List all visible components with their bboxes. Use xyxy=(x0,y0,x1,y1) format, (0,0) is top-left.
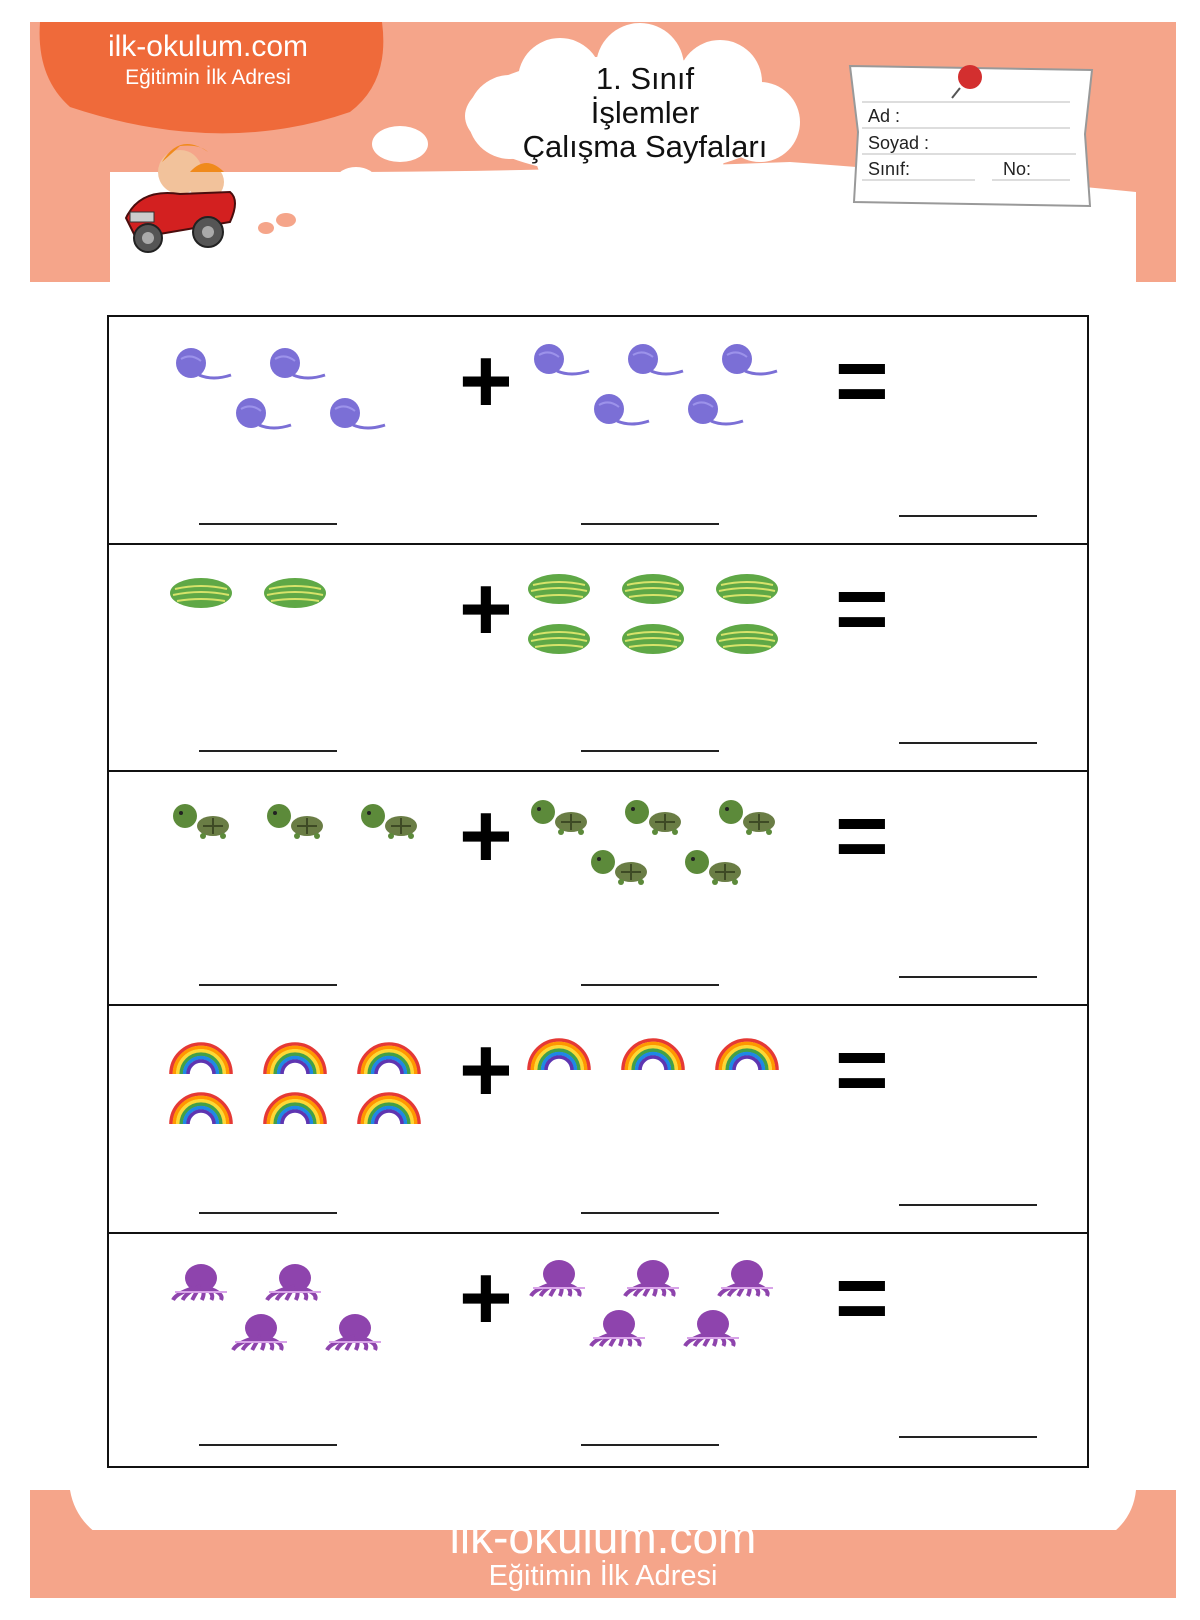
logo-site-name: ilk-okulum.com xyxy=(107,30,309,63)
rainbow-icon xyxy=(169,1084,233,1129)
rainbow-icon xyxy=(169,1034,233,1079)
problem-row xyxy=(109,772,1087,1006)
sum-answer-line[interactable] xyxy=(899,515,1037,517)
rainbow-icon xyxy=(263,1034,327,1079)
equals-sign: = xyxy=(835,558,889,660)
sum-answer-line[interactable] xyxy=(899,1204,1037,1206)
right-count-answer-line[interactable] xyxy=(581,1444,719,1446)
plus-sign: + xyxy=(459,558,513,660)
octopus-icon xyxy=(621,1258,685,1303)
watermelon-icon xyxy=(527,569,591,614)
left-count-answer-line[interactable] xyxy=(199,523,337,525)
turtle-icon xyxy=(169,800,233,845)
yarn-ball-icon xyxy=(587,391,651,436)
plus-sign: + xyxy=(459,785,513,887)
class-label: Sınıf: xyxy=(868,159,911,179)
turtle-icon xyxy=(681,846,745,891)
name-label: Ad : xyxy=(868,106,901,126)
right-count-answer-line[interactable] xyxy=(581,1212,719,1214)
octopus-icon xyxy=(681,1308,745,1353)
turtle-icon xyxy=(263,800,327,845)
left-count-answer-line[interactable] xyxy=(199,984,337,986)
turtle-icon xyxy=(357,800,421,845)
sum-answer-line[interactable] xyxy=(899,976,1037,978)
yarn-ball-icon xyxy=(621,341,685,386)
watermelon-icon xyxy=(715,569,779,614)
octopus-icon xyxy=(169,1262,233,1307)
page-footer xyxy=(30,1490,1176,1598)
octopus-icon xyxy=(527,1258,591,1303)
watermelon-icon xyxy=(621,619,685,664)
rainbow-icon xyxy=(263,1084,327,1129)
watermelon-icon xyxy=(169,573,233,618)
turtle-icon xyxy=(587,846,651,891)
yarn-ball-icon xyxy=(715,341,779,386)
yarn-ball-icon xyxy=(169,345,233,390)
octopus-icon xyxy=(715,1258,779,1303)
turtle-icon xyxy=(527,796,591,841)
left-count-answer-line[interactable] xyxy=(199,750,337,752)
equals-sign: = xyxy=(835,1247,889,1349)
problem-row xyxy=(109,317,1087,545)
rainbow-icon xyxy=(357,1084,421,1129)
yarn-ball-icon xyxy=(681,391,745,436)
title-line-1: 1. Sınıf xyxy=(595,61,695,96)
watermelon-icon xyxy=(527,619,591,664)
watermelon-icon xyxy=(263,573,327,618)
yarn-ball-icon xyxy=(527,341,591,386)
footer-site-name: ilk-okulum.com xyxy=(449,1511,757,1563)
rainbow-icon xyxy=(527,1030,591,1075)
right-count-answer-line[interactable] xyxy=(581,523,719,525)
right-count-answer-line[interactable] xyxy=(581,984,719,986)
sum-answer-line[interactable] xyxy=(899,742,1037,744)
sum-answer-line[interactable] xyxy=(899,1436,1037,1438)
octopus-icon xyxy=(263,1262,327,1307)
right-count-answer-line[interactable] xyxy=(581,750,719,752)
turtle-icon xyxy=(715,796,779,841)
worksheet xyxy=(107,315,1089,1468)
page-title xyxy=(480,62,810,164)
turtle-icon xyxy=(621,796,685,841)
plus-sign: + xyxy=(459,330,513,432)
title-line-2: İşlemler xyxy=(590,95,700,130)
watermelon-icon xyxy=(621,569,685,614)
logo-tagline: Eğitimin İlk Adresi xyxy=(125,66,291,89)
plus-sign: + xyxy=(459,1019,513,1121)
equals-sign: = xyxy=(835,1019,889,1121)
equals-sign: = xyxy=(835,785,889,887)
problem-row xyxy=(109,545,1087,772)
yarn-ball-icon xyxy=(263,345,327,390)
plus-sign: + xyxy=(459,1247,513,1349)
yarn-ball-icon xyxy=(323,395,387,440)
left-count-answer-line[interactable] xyxy=(199,1444,337,1446)
problem-row xyxy=(109,1006,1087,1234)
page-header xyxy=(30,22,1176,290)
octopus-icon xyxy=(323,1312,387,1357)
octopus-icon xyxy=(587,1308,651,1353)
problem-row xyxy=(109,1234,1087,1466)
yarn-ball-icon xyxy=(229,395,293,440)
watermelon-icon xyxy=(715,619,779,664)
footer-tagline: Eğitimin İlk Adresi xyxy=(488,1560,718,1592)
rainbow-icon xyxy=(357,1034,421,1079)
equals-sign: = xyxy=(835,330,889,432)
left-count-answer-line[interactable] xyxy=(199,1212,337,1214)
number-label: No: xyxy=(1003,159,1032,179)
title-line-3: Çalışma Sayfaları xyxy=(522,129,768,164)
surname-label: Soyad : xyxy=(868,133,930,153)
rainbow-icon xyxy=(715,1030,779,1075)
rainbow-icon xyxy=(621,1030,685,1075)
octopus-icon xyxy=(229,1312,293,1357)
